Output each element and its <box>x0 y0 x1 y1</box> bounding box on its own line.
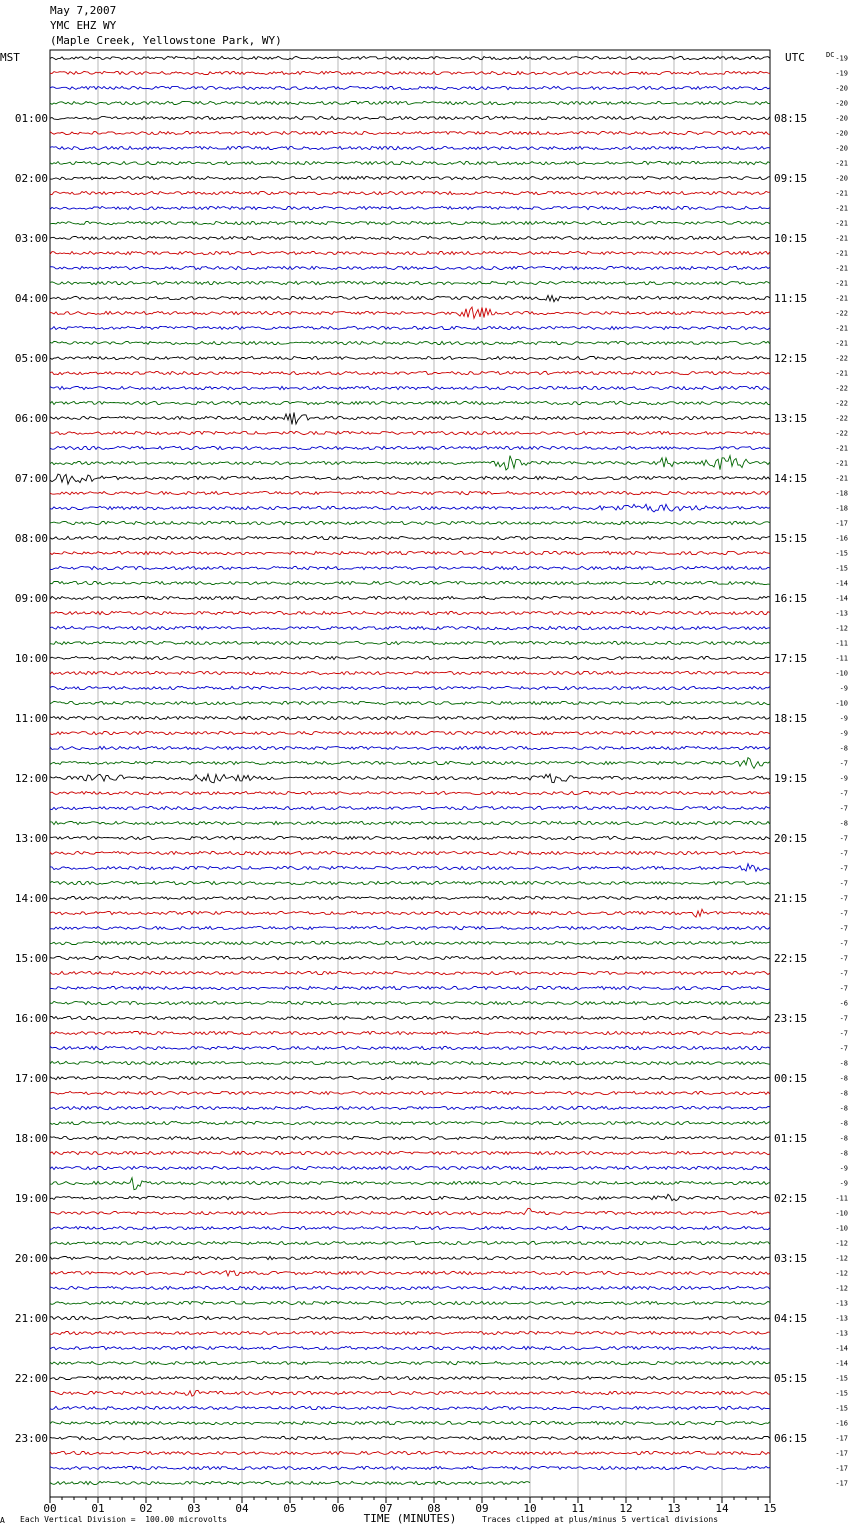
dc-offset-label: -11 <box>835 654 848 663</box>
trace-line <box>50 774 770 783</box>
dc-offset-label: -13 <box>835 1329 848 1338</box>
dc-offset-label: -16 <box>835 534 848 543</box>
left-hour-label: 08:00 <box>14 532 48 545</box>
trace-line <box>50 941 770 944</box>
trace-line <box>50 909 770 917</box>
dc-offset-label: -15 <box>835 1389 848 1398</box>
trace-line <box>50 731 770 734</box>
dc-offset-label: -19 <box>835 54 848 63</box>
dc-offset-label: -8 <box>839 1149 848 1158</box>
trace-line <box>50 474 770 484</box>
trace-line <box>50 1001 770 1004</box>
left-hour-label: 13:00 <box>14 832 48 845</box>
trace-line <box>50 412 770 424</box>
dc-offset-label: -21 <box>835 339 848 348</box>
trace-line <box>50 236 770 239</box>
right-hour-label: 12:15 <box>774 352 808 365</box>
dc-offset-label: -22 <box>835 354 848 363</box>
trace-line <box>50 701 770 704</box>
dc-offset-label: -15 <box>835 549 848 558</box>
dc-offset-label: -7 <box>839 1029 848 1038</box>
dc-offset-label: -7 <box>839 894 848 903</box>
left-hour-label: 07:00 <box>14 472 48 485</box>
scale-note: Each Vertical Division = 100.00 microvolts <box>20 1515 228 1524</box>
dc-offset-label: -7 <box>839 879 848 888</box>
right-hour-label: 19:15 <box>774 772 808 785</box>
dc-offset-label: -22 <box>835 384 848 393</box>
station-code: YMC EHZ WY <box>50 19 117 32</box>
trace-line <box>50 386 770 389</box>
left-timezone-label: MST <box>0 51 20 64</box>
dc-offset-label: -7 <box>839 1014 848 1023</box>
dc-offset-label: -7 <box>839 984 848 993</box>
trace-line <box>50 1376 770 1379</box>
dc-offset-label: -16 <box>835 1419 848 1428</box>
dc-offset-label: -13 <box>835 1299 848 1308</box>
trace-line <box>50 1301 770 1304</box>
dc-offset-label: -21 <box>835 294 848 303</box>
trace-line <box>50 295 770 301</box>
x-tick-label: 00 <box>43 1502 57 1515</box>
trace-line <box>50 1390 770 1396</box>
dc-offset-label: -21 <box>835 189 848 198</box>
dc-offset-label: -14 <box>835 1344 848 1353</box>
right-hour-label: 05:15 <box>774 1372 808 1385</box>
dc-offset-label: -7 <box>839 1044 848 1053</box>
corner-mark: A <box>0 1516 5 1525</box>
x-tick-label: 12 <box>619 1502 633 1515</box>
x-axis-title: TIME (MINUTES) <box>363 1512 457 1525</box>
right-hour-label: 04:15 <box>774 1312 808 1325</box>
dc-offset-label: -7 <box>839 789 848 798</box>
left-hour-label: 17:00 <box>14 1072 48 1085</box>
x-tick-label: 01 <box>91 1502 105 1515</box>
trace-line <box>50 341 770 344</box>
trace-line <box>50 671 770 674</box>
left-hour-label: 01:00 <box>14 112 48 125</box>
trace-line <box>50 1166 770 1169</box>
dc-offset-label: -9 <box>839 1164 848 1173</box>
trace-line <box>50 881 770 884</box>
dc-offset-label: -21 <box>835 219 848 228</box>
trace-line <box>50 251 770 254</box>
dc-offset-label: -12 <box>835 1239 848 1248</box>
dc-offset-label: -10 <box>835 699 848 708</box>
trace-line <box>50 1451 770 1454</box>
left-hour-label: 16:00 <box>14 1012 48 1025</box>
trace-line <box>50 1241 770 1244</box>
trace-line <box>50 326 770 329</box>
trace-line <box>50 611 770 614</box>
trace-line <box>50 1178 770 1190</box>
trace-line <box>50 401 770 404</box>
right-hour-label: 21:15 <box>774 892 808 905</box>
trace-line <box>50 1406 770 1409</box>
dc-offset-label: -8 <box>839 819 848 828</box>
right-hour-label: 01:15 <box>774 1132 808 1145</box>
dc-offset-label: -11 <box>835 639 848 648</box>
trace-line <box>50 71 770 74</box>
dc-offset-label: -18 <box>835 489 848 498</box>
right-hour-label: 23:15 <box>774 1012 808 1025</box>
trace-line <box>50 1061 770 1064</box>
traces <box>50 56 770 1484</box>
trace-line <box>50 581 770 584</box>
trace-line <box>50 926 770 929</box>
trace-line <box>50 1436 770 1439</box>
trace-line <box>50 746 770 749</box>
trace-line <box>50 536 770 539</box>
right-hour-label: 00:15 <box>774 1072 808 1085</box>
trace-line <box>50 504 770 512</box>
right-hour-label: 14:15 <box>774 472 808 485</box>
dc-offset-label: -17 <box>835 1479 848 1488</box>
trace-line <box>50 521 770 524</box>
left-hour-label: 12:00 <box>14 772 48 785</box>
right-hour-label: 10:15 <box>774 232 808 245</box>
dc-offset-label: -17 <box>835 1449 848 1458</box>
trace-line <box>50 1271 770 1276</box>
trace-line <box>50 791 770 794</box>
x-tick-label: 05 <box>283 1502 297 1515</box>
left-hour-label: 04:00 <box>14 292 48 305</box>
trace-line <box>50 566 770 569</box>
left-hour-label: 21:00 <box>14 1312 48 1325</box>
plot-date: May 7,2007 <box>50 4 117 17</box>
trace-line <box>50 596 770 599</box>
dc-offset-label: -9 <box>839 774 848 783</box>
dc-offset-label: -10 <box>835 669 848 678</box>
right-hour-label: 08:15 <box>774 112 808 125</box>
trace-line <box>50 1331 770 1334</box>
trace-line <box>50 896 770 899</box>
trace-line <box>50 1106 770 1109</box>
dc-offset-label: -15 <box>835 1404 848 1413</box>
trace-line <box>50 307 770 318</box>
labels <box>15 55 848 1516</box>
dc-offset-label: -14 <box>835 579 848 588</box>
dc-offset-label: -20 <box>835 174 848 183</box>
x-tick-label: 03 <box>187 1502 201 1515</box>
left-hour-label: 18:00 <box>14 1132 48 1145</box>
trace-line <box>50 806 770 809</box>
dc-offset-label: -15 <box>835 1374 848 1383</box>
trace-line <box>50 1091 770 1094</box>
dc-offset-label: -13 <box>835 609 848 618</box>
left-hour-label: 23:00 <box>14 1432 48 1445</box>
trace-line <box>50 281 770 284</box>
trace-line <box>50 1076 770 1079</box>
dc-offset-label: -7 <box>839 834 848 843</box>
dc-offset-label: -8 <box>839 1059 848 1068</box>
trace-line <box>50 1361 770 1364</box>
clip-note: Traces clipped at plus/minus 5 vertical divisions <box>482 1515 719 1524</box>
trace-line <box>50 1286 770 1289</box>
dc-offset-label: -20 <box>835 84 848 93</box>
left-hour-label: 20:00 <box>14 1252 48 1265</box>
trace-line <box>50 206 770 209</box>
right-hour-label: 02:15 <box>774 1192 808 1205</box>
right-hour-label: 22:15 <box>774 952 808 965</box>
dc-offset-label: -9 <box>839 1179 848 1188</box>
dc-offset-label: -22 <box>835 399 848 408</box>
dc-offset-label: -15 <box>835 564 848 573</box>
trace-line <box>50 1256 770 1259</box>
trace-line <box>50 864 770 872</box>
x-tick-label: 06 <box>331 1502 345 1515</box>
dc-offset-label: -6 <box>839 999 848 1008</box>
left-hour-label: 10:00 <box>14 652 48 665</box>
right-hour-label: 16:15 <box>774 592 808 605</box>
left-hour-label: 05:00 <box>14 352 48 365</box>
trace-line <box>50 851 770 854</box>
trace-line <box>50 971 770 974</box>
trace-line <box>50 1421 770 1424</box>
dc-offset-label: -7 <box>839 849 848 858</box>
trace-line <box>50 716 770 719</box>
dc-offset-label: -17 <box>835 1464 848 1473</box>
trace-line <box>50 1031 770 1034</box>
right-hour-label: 13:15 <box>774 412 808 425</box>
right-hour-label: 06:15 <box>774 1432 808 1445</box>
dc-offset-label: -8 <box>839 1074 848 1083</box>
dc-offset-label: -18 <box>835 504 848 513</box>
x-tick-label: 13 <box>667 1502 681 1515</box>
dc-offset-label: -8 <box>839 1104 848 1113</box>
dc-offset-label: -19 <box>835 69 848 78</box>
dc-offset-label: -7 <box>839 939 848 948</box>
dc-offset-label: -20 <box>835 129 848 138</box>
trace-line <box>50 116 770 119</box>
dc-offset-label: -7 <box>839 924 848 933</box>
station-location: (Maple Creek, Yellowstone Park, WY) <box>50 34 282 47</box>
trace-line <box>50 86 770 89</box>
right-hour-label: 17:15 <box>774 652 808 665</box>
dc-offset-label: -22 <box>835 414 848 423</box>
trace-line <box>50 176 770 179</box>
dc-offset-label: -21 <box>835 369 848 378</box>
left-hour-label: 22:00 <box>14 1372 48 1385</box>
dc-offset-label: -7 <box>839 804 848 813</box>
dc-offset-label: -17 <box>835 519 848 528</box>
trace-line <box>50 656 770 659</box>
dc-label: DC <box>826 51 835 59</box>
dc-offset-label: -21 <box>835 444 848 453</box>
right-hour-label: 11:15 <box>774 292 808 305</box>
dc-offset-label: -13 <box>835 1314 848 1323</box>
dc-offset-label: -21 <box>835 324 848 333</box>
right-timezone-label: UTC <box>785 51 805 64</box>
dc-offset-label: -21 <box>835 264 848 273</box>
dc-offset-label: -12 <box>835 624 848 633</box>
dc-offset-label: -7 <box>839 909 848 918</box>
dc-offset-label: -8 <box>839 1089 848 1098</box>
dc-offset-label: -11 <box>835 1194 848 1203</box>
left-hour-label: 14:00 <box>14 892 48 905</box>
x-tick-label: 09 <box>475 1502 489 1515</box>
dc-offset-label: -12 <box>835 1284 848 1293</box>
dc-offset-label: -9 <box>839 714 848 723</box>
dc-offset-label: -7 <box>839 759 848 768</box>
trace-line <box>50 146 770 149</box>
dc-offset-label: -21 <box>835 474 848 483</box>
trace-line <box>50 626 770 629</box>
dc-offset-label: -8 <box>839 1134 848 1143</box>
dc-offset-label: -7 <box>839 864 848 873</box>
left-hour-label: 02:00 <box>14 172 48 185</box>
dc-offset-label: -10 <box>835 1224 848 1233</box>
x-tick-label: 10 <box>523 1502 537 1515</box>
trace-line <box>50 1346 770 1349</box>
dc-offset-label: -21 <box>835 279 848 288</box>
dc-offset-label: -14 <box>835 1359 848 1368</box>
dc-offset-label: -7 <box>839 969 848 978</box>
left-hour-label: 15:00 <box>14 952 48 965</box>
dc-offset-label: -7 <box>839 954 848 963</box>
dc-offset-label: -21 <box>835 234 848 243</box>
left-hour-label: 11:00 <box>14 712 48 725</box>
dc-offset-label: -20 <box>835 144 848 153</box>
trace-line <box>50 56 770 59</box>
trace-line <box>50 221 770 224</box>
dc-offset-label: -20 <box>835 99 848 108</box>
trace-line <box>50 101 770 104</box>
trace-line <box>50 1466 770 1469</box>
trace-line <box>50 131 770 134</box>
right-hour-label: 20:15 <box>774 832 808 845</box>
trace-line <box>50 371 770 374</box>
trace-line <box>50 446 770 449</box>
x-tick-label: 15 <box>763 1502 777 1515</box>
left-hour-label: 06:00 <box>14 412 48 425</box>
dc-offset-label: -21 <box>835 459 848 468</box>
dc-offset-label: -17 <box>835 1434 848 1443</box>
trace-line <box>50 1151 770 1154</box>
x-tick-label: 14 <box>715 1502 729 1515</box>
trace-line <box>50 821 770 824</box>
dc-offset-label: -22 <box>835 429 848 438</box>
trace-line <box>50 191 770 194</box>
dc-offset-label: -8 <box>839 744 848 753</box>
trace-line <box>50 1016 770 1019</box>
dc-offset-label: -9 <box>839 729 848 738</box>
trace-line <box>50 1136 770 1139</box>
trace-line <box>50 758 770 769</box>
dc-offset-label: -14 <box>835 594 848 603</box>
trace-line <box>50 356 770 359</box>
dc-offset-label: -9 <box>839 684 848 693</box>
trace-line <box>50 551 770 554</box>
trace-line <box>50 456 770 470</box>
trace-line <box>50 1046 770 1049</box>
trace-line <box>50 686 770 689</box>
dc-offset-label: -8 <box>839 1119 848 1128</box>
x-tick-label: 02 <box>139 1502 153 1515</box>
trace-line <box>50 266 770 269</box>
right-hour-label: 03:15 <box>774 1252 808 1265</box>
trace-line <box>50 1316 770 1319</box>
dc-offset-label: -21 <box>835 159 848 168</box>
left-hour-label: 09:00 <box>14 592 48 605</box>
x-tick-label: 11 <box>571 1502 585 1515</box>
left-hour-label: 03:00 <box>14 232 48 245</box>
dc-offset-label: -21 <box>835 204 848 213</box>
trace-line <box>50 836 770 839</box>
right-hour-label: 09:15 <box>774 172 808 185</box>
trace-line <box>50 431 770 434</box>
trace-line <box>50 1121 770 1124</box>
trace-line <box>50 491 770 494</box>
x-tick-label: 04 <box>235 1502 249 1515</box>
dc-offset-label: -22 <box>835 309 848 318</box>
trace-line <box>50 956 770 959</box>
x-tick-label: 08 <box>427 1502 441 1515</box>
x-tick-label: 07 <box>379 1502 393 1515</box>
trace-line <box>50 1226 770 1229</box>
dc-offset-label: -21 <box>835 249 848 258</box>
left-hour-label: 19:00 <box>14 1192 48 1205</box>
right-hour-label: 18:15 <box>774 712 808 725</box>
dc-offset-label: -12 <box>835 1269 848 1278</box>
dc-offset-label: -10 <box>835 1209 848 1218</box>
trace-line <box>50 161 770 164</box>
trace-line <box>50 1194 770 1200</box>
trace-line <box>50 1208 770 1214</box>
dc-offset-label: -12 <box>835 1254 848 1263</box>
dc-offset-label: -20 <box>835 114 848 123</box>
trace-line <box>50 986 770 989</box>
trace-line <box>50 641 770 644</box>
right-hour-label: 15:15 <box>774 532 808 545</box>
